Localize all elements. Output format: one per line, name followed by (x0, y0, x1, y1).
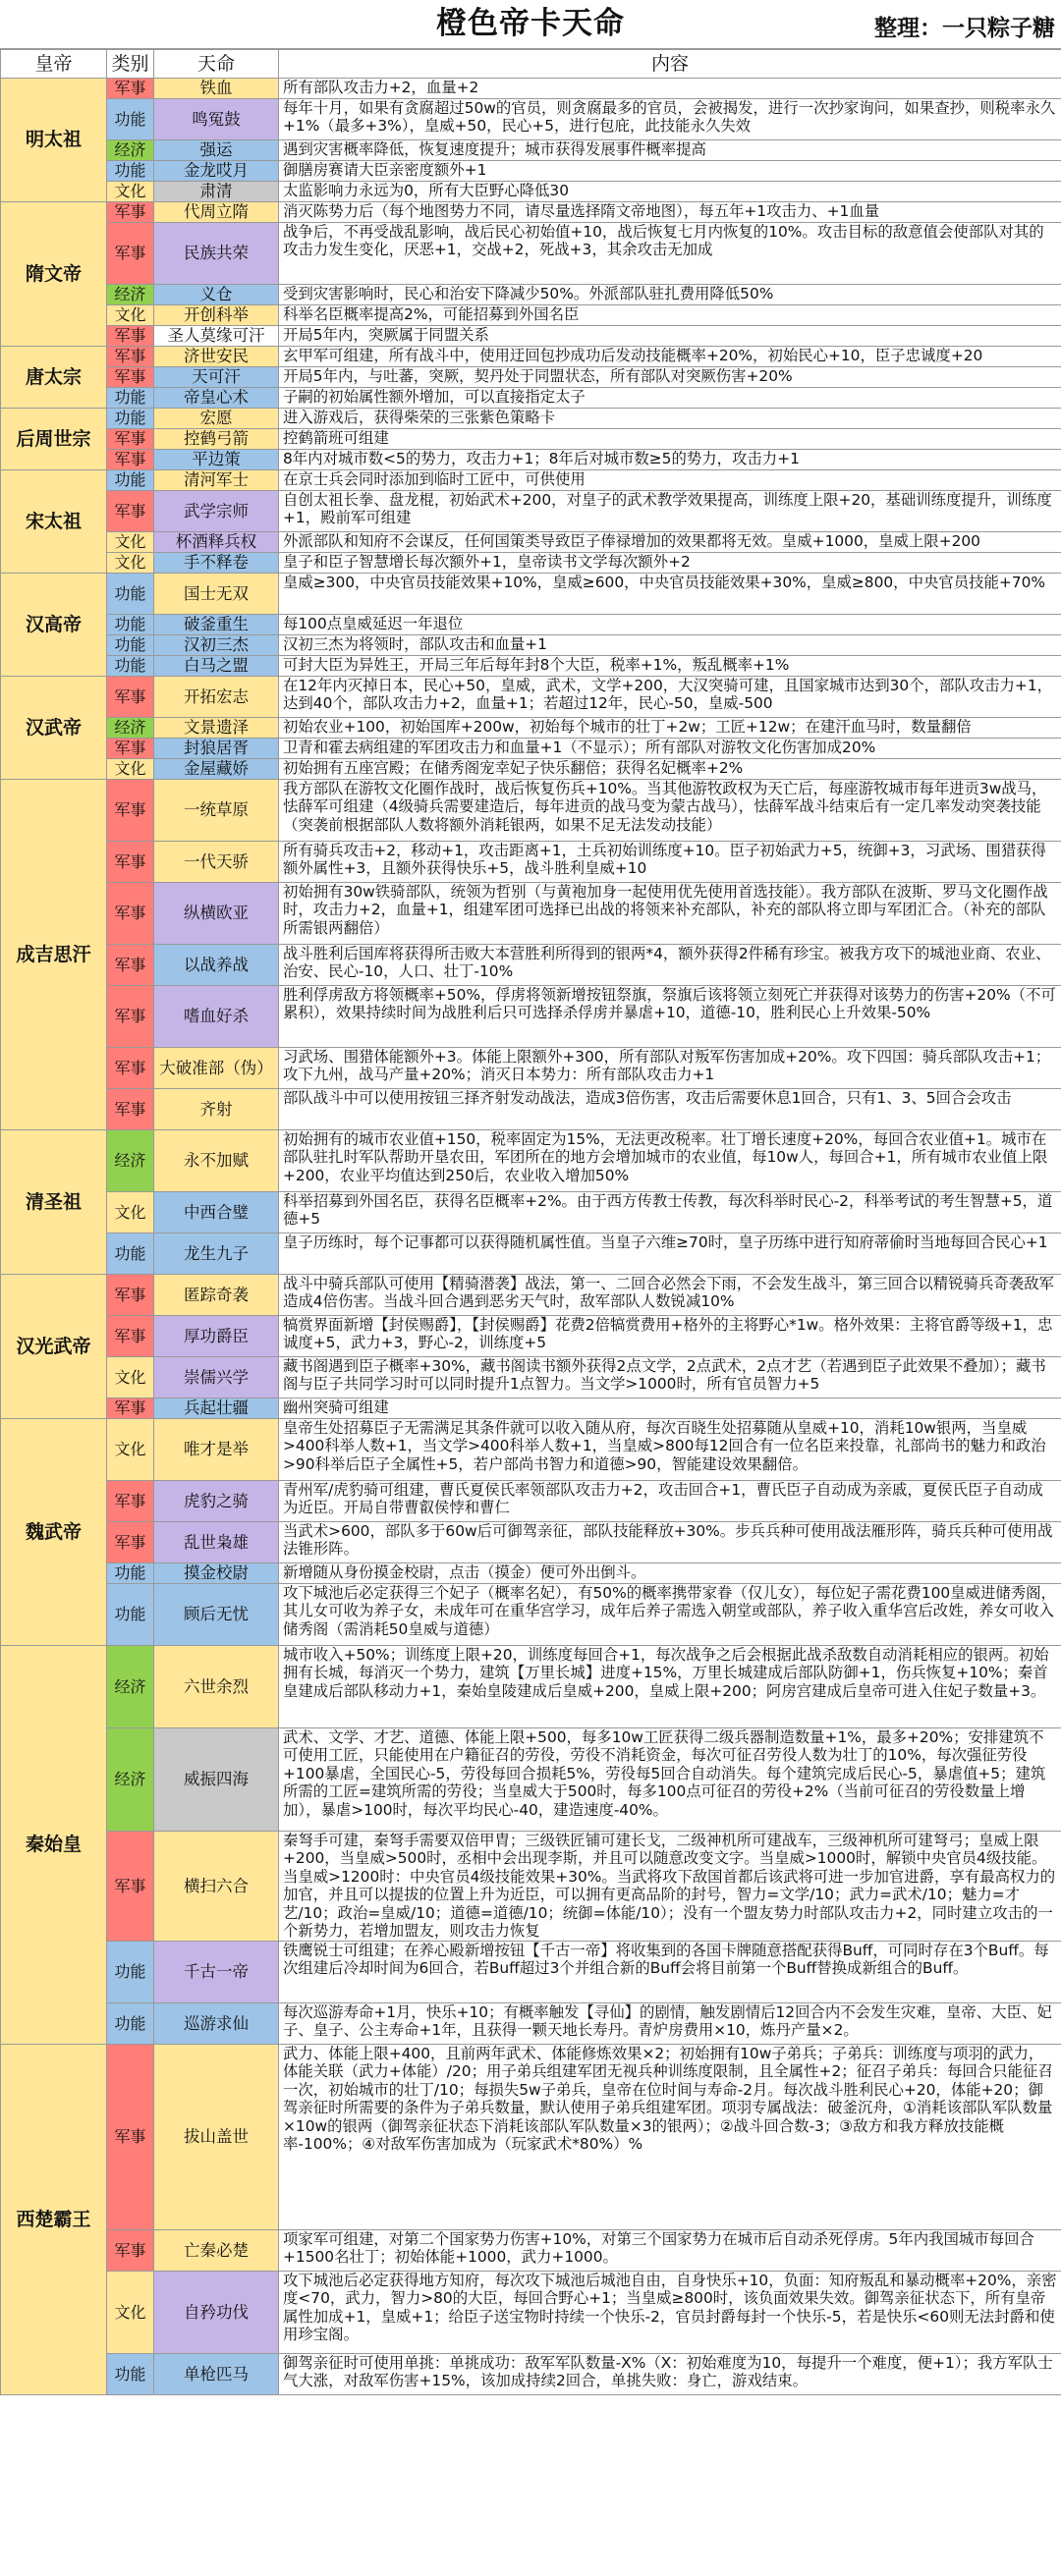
category-cell: 军事 (107, 883, 154, 945)
title-bar (0, 0, 1061, 49)
mandate-description-cell: 自创太祖长拳、盘龙棍，初始武术+200，对皇子的武术教学效果提高，训练度上限+20，基础训练度提升，训练度+1，殿前军可组建 (279, 491, 1061, 532)
table-row (1, 2353, 1061, 2394)
mandate-name-cell: 巡游求仙 (154, 2002, 279, 2044)
emperor-cell: 明太祖 (1, 79, 107, 202)
table-row (1, 1192, 1061, 1233)
mandate-description-cell: 战斗中骑兵部队可使用【精骑潜袭】战法，第一、二回合必然会下雨，不会发生战斗，第三回合以精锐骑兵奇袭敌军造成4倍伤害。当战斗回合遇到恶劣天气时，敌军部队人数锐减10% (279, 1275, 1061, 1316)
mandate-name-cell: 金龙哎月 (154, 161, 279, 182)
emperor-cell: 隋文帝 (1, 202, 107, 347)
table-row (1, 1398, 1061, 1419)
table-row (1, 1481, 1061, 1522)
category-cell: 功能 (107, 409, 154, 429)
mandate-name-cell: 横扫六合 (154, 1832, 279, 1942)
category-cell: 军事 (107, 780, 154, 842)
mandate-description-cell: 当武术>600，部队多于60w后可御驾亲征，部队技能释放+30%。步兵兵种可使用战法雁形阵，骑兵兵种可使用战法锥形阵。 (279, 1522, 1061, 1563)
table-row (1, 140, 1061, 161)
mandate-name-cell: 圣人莫缘可汗 (154, 326, 279, 347)
table-row (1, 1048, 1061, 1089)
mandate-description-cell: 每年十月，如果有贪腐超过50w的官员，则贪腐最多的官员，会被揭发，进行一次抄家询问，如果查抄，则税率永久+1%（最多+3%），皇威+50，民心+5，进行包庇，此技能永久失效 (279, 99, 1061, 140)
mandate-description-cell: 开局5年内，突厥属于同盟关系 (279, 326, 1061, 347)
mandate-name-cell: 汉初三杰 (154, 635, 279, 656)
category-cell: 军事 (107, 677, 154, 718)
table-row (1, 635, 1061, 656)
table-row (1, 677, 1061, 718)
mandate-description-cell: 初始拥有30w铁骑部队，统领为哲别（与黄袍加身一起使用优先使用首选技能）。我方部队在波斯、罗马文化圈作战时，攻击力+2，血量+1，组建军团可选择已出战的将领来补充部队，补充的部队将立即与军团汇合。（补充的部队所需银两翻倍） (279, 883, 1061, 945)
mandate-description-cell: 皇子历练时，每个记事都可以获得随机属性值。当皇子六维≥70时，皇子历练中进行知府蒂偷时当地每回合民心+1 (279, 1233, 1061, 1275)
category-cell: 功能 (107, 388, 154, 409)
mandate-description-cell: 部队战斗中可以使用按钮三择齐射发动战法，造成3倍伤害，攻击后需要休息1回合，只有1、3、5回合会攻击 (279, 1089, 1061, 1130)
mandate-name-cell: 肃清 (154, 182, 279, 202)
mandate-name-cell: 武学宗师 (154, 491, 279, 532)
category-cell: 经济 (107, 285, 154, 305)
category-cell: 文化 (107, 532, 154, 553)
mandate-name-cell: 控鹤弓箭 (154, 429, 279, 450)
mandate-description-cell: 幽州突骑可组建 (279, 1398, 1061, 1419)
table-row (1, 2044, 1061, 2229)
table-row (1, 429, 1061, 450)
emperor-cell: 成吉思汗 (1, 780, 107, 1130)
mandate-name-cell: 拔山盖世 (154, 2044, 279, 2229)
category-cell: 功能 (107, 1584, 154, 1646)
category-cell: 经济 (107, 1646, 154, 1728)
table-row (1, 532, 1061, 553)
mandate-name-cell: 宏愿 (154, 409, 279, 429)
category-cell: 文化 (107, 1192, 154, 1233)
mandate-description-cell: 铁鹰锐士可组建；在养心殿新增按钮【千古一帝】将收集到的各国卡牌随意搭配获得Buff，可同时存在3个Buff。每次组建后冷却时间为6回合，若Buff超过3个并组合新的Buff会将目前第一个Buff替换成新组合的Buff。 (279, 1941, 1061, 2002)
table-row (1, 388, 1061, 409)
mandate-description-cell: 秦弩手可建，秦弩手需要双倍甲胄；三级铁匠铺可建长戈，二级神机所可建战车，三级神机所可建弩弓；皇威上限+200，当皇威>500时，丞相中会出现李斯，并且可以随意改变文字。当皇威>1000时，解锁中央官员4级技能。当皇威>1200时：中央官员4级技能效果+30%。当武将攻下敌国首都后该武将可进一步加官进爵，享有最高权力的加官，并且可以提拔的位置上升为近臣，可以拥有更高品阶的封号，智力=文学/10；武力=武术/10；魅力=才艺/10；政治=皇威/10；道德=道德/10；统御=体能/10）；没有一个盟友势力时部队攻击力+2，同时建立攻击的一个新势力，若增加盟友，则攻击力恢复 (279, 1832, 1061, 1942)
mandate-name-cell: 代周立隋 (154, 202, 279, 223)
mandate-description-cell: 在京士兵会同时添加到临时工匠中，可供使用 (279, 470, 1061, 491)
mandate-name-cell: 手不释卷 (154, 553, 279, 574)
table-row (1, 718, 1061, 739)
category-cell: 军事 (107, 1481, 154, 1522)
mandate-description-cell: 御膳房赛请大臣亲密度额外+1 (279, 161, 1061, 182)
mandate-name-cell: 单枪匹马 (154, 2353, 279, 2394)
category-cell: 功能 (107, 99, 154, 140)
table-row (1, 1233, 1061, 1275)
mandate-name-cell: 平边策 (154, 450, 279, 470)
mandate-description-cell: 在12年内灭掉日本，民心+50，皇威，武术，文学+200，大汉突骑可建，且国家城市达到30个，部队攻击力+1，达到40个，部队攻击力+2，血量+1；若超过12年，民心-50，皇威-500 (279, 677, 1061, 718)
table-row (1, 2229, 1061, 2271)
table-body (1, 79, 1061, 2395)
mandate-name-cell: 以战养战 (154, 945, 279, 986)
mandate-name-cell: 破釜重生 (154, 615, 279, 635)
emperor-cell: 唐太宗 (1, 347, 107, 409)
mandate-name-cell: 开拓宏志 (154, 677, 279, 718)
category-cell: 功能 (107, 574, 154, 615)
mandate-name-cell: 龙生九子 (154, 1233, 279, 1275)
category-cell: 功能 (107, 2353, 154, 2394)
mandate-name-cell: 唯才是举 (154, 1419, 279, 1481)
category-cell: 功能 (107, 1233, 154, 1275)
table-row (1, 1522, 1061, 1563)
table-row (1, 1316, 1061, 1357)
table-row (1, 656, 1061, 677)
table-row (1, 79, 1061, 99)
category-cell: 功能 (107, 1941, 154, 2002)
header-content: 内容 (279, 50, 1061, 79)
category-cell: 军事 (107, 223, 154, 285)
mandate-name-cell: 铁血 (154, 79, 279, 99)
mandate-name-cell: 开创科举 (154, 305, 279, 326)
category-cell: 功能 (107, 656, 154, 677)
category-cell: 文化 (107, 759, 154, 780)
mandate-description-cell: 控鹤箭班可组建 (279, 429, 1061, 450)
mandate-name-cell: 永不加赋 (154, 1130, 279, 1192)
table-row (1, 574, 1061, 615)
mandate-description-cell: 我方部队在游牧文化圈作战时，战后恢复伤兵+10%。当其他游牧政权为天亡后，每座游牧城市每年进贡3w战马，怯薛军可组建（4级骑兵需要建造后，每年进贡的战马变为蒙古战马），怯薛军战斗结束后有一定几率发动突袭技能（突袭前根据部队人数将额外消耗银两，如果不足无法发动技能） (279, 780, 1061, 842)
category-cell: 军事 (107, 986, 154, 1048)
mandate-description-cell: 武术、文学、才艺、道德、体能上限+500，每多10w工匠获得二级兵器制造数量+1%，最多+20%；安排建筑不可使用工匠，只能使用在户籍征召的劳役，劳役不消耗资金，每次可征召劳役人数为壮丁的10%，每次强征劳役+100暴虐，全国民心-5，劳役每回合损耗5%，劳役每5回合自动消失。每个建筑完成后民心-5，暴虐值+5；建筑所需的工匠=建筑所需的劳役；当皇威大于500时，每多100点可征召的劳役+2%（当前可征召的劳役数量上增加），暴虐>100时，每次平均民心-40，建造速度-40%。 (279, 1728, 1061, 1832)
emperor-cell: 汉高帝 (1, 574, 107, 677)
mandate-description-cell: 初始拥有五座宫殿；在储秀阁宠幸妃子快乐翻倍；获得名妃概率+2% (279, 759, 1061, 780)
category-cell: 军事 (107, 842, 154, 883)
category-cell: 文化 (107, 2271, 154, 2353)
mandate-name-cell: 金屋藏娇 (154, 759, 279, 780)
table-row (1, 99, 1061, 140)
emperor-cell: 后周世宗 (1, 409, 107, 470)
header-category: 类别 (107, 50, 154, 79)
mandate-name-cell: 民族共荣 (154, 223, 279, 285)
category-cell: 军事 (107, 367, 154, 388)
category-cell: 功能 (107, 635, 154, 656)
mandate-description-cell: 8年内对城市数<5的势力，攻击力+1；8年后对城市数≥5的势力，攻击力+1 (279, 450, 1061, 470)
table-row (1, 1419, 1061, 1481)
category-cell: 军事 (107, 1316, 154, 1357)
mandate-name-cell: 一代天骄 (154, 842, 279, 883)
table-row (1, 491, 1061, 532)
category-cell: 军事 (107, 450, 154, 470)
mandate-description-cell: 科举招募到外国名臣，获得名臣概率+2%。由于西方传教士传教，每次科举时民心-2，科举考试的考生智慧+5，道德+5 (279, 1192, 1061, 1233)
category-cell: 文化 (107, 182, 154, 202)
mandate-name-cell: 国士无双 (154, 574, 279, 615)
mandate-name-cell: 齐射 (154, 1089, 279, 1130)
mandate-name-cell: 义仓 (154, 285, 279, 305)
table-row (1, 739, 1061, 759)
mandate-description-cell: 外派部队和知府不会谋反，任何国策类导致臣子俸禄增加的效果都将无效。皇威+1000，皇威上限+200 (279, 532, 1061, 553)
table-row (1, 202, 1061, 223)
mandate-description-cell: 攻下城池后必定获得三个妃子（概率名妃），有50%的概率携带家眷（仅儿女），每位妃子需花费100皇威进储秀阁，其儿女可收为养子女，未成年可在重华宫学习，成年后养子需选入朝堂或部队，养子收入重华宫后改姓，养女可收入储秀阁（需消耗50皇威与道德） (279, 1584, 1061, 1646)
table-row (1, 347, 1061, 367)
table-row (1, 553, 1061, 574)
table-row (1, 285, 1061, 305)
category-cell: 军事 (107, 1522, 154, 1563)
category-cell: 经济 (107, 1130, 154, 1192)
mandate-table (0, 49, 1061, 2395)
table-row (1, 2271, 1061, 2353)
mandate-name-cell: 白马之盟 (154, 656, 279, 677)
category-cell: 军事 (107, 79, 154, 99)
category-cell: 功能 (107, 161, 154, 182)
mandate-name-cell: 封狼居胥 (154, 739, 279, 759)
mandate-name-cell: 乱世枭雄 (154, 1522, 279, 1563)
mandate-description-cell: 遇到灾害概率降低，恢复速度提升；城市获得发展事件概率提高 (279, 140, 1061, 161)
mandate-description-cell: 皇威≥300，中央官员技能效果+10%，皇威≥600，中央官员技能效果+30%，皇威≥800，中央官员技能+70% (279, 574, 1061, 615)
mandate-name-cell: 厚功爵臣 (154, 1316, 279, 1357)
mandate-description-cell: 初始拥有的城市农业值+150，税率固定为15%，无法更改税率。壮丁增长速度+20%，每回合农业值+1。城市在部队驻扎时军队帮助开垦农田，军团所在的地方会增加城市的农业值，每10w人，每回合+1，所有城市农业值上限+200，农业平均值达到250后，农业收入增加50% (279, 1130, 1061, 1192)
mandate-description-cell: 胜利俘虏敌方将领概率+50%，俘虏将领新增按钮祭旗，祭旗后该将领立刻死亡并获得对该势力的伤害+20%（不可累积），效果持续时间为战胜利后只可选择杀俘虏并暴虐+10，道德-10，胜利民心上升效果-50% (279, 986, 1061, 1048)
author-credit: 整理：一只粽子糖 (874, 16, 1055, 41)
mandate-description-cell: 战斗胜利后国库将获得所击败大本营胜利所得到的银两*4，额外获得2件稀有珍宝。被我方攻下的城池业商、农业、治安、民心-10，人口、壮丁-10% (279, 945, 1061, 986)
mandate-description-cell: 攻下城池后必定获得地方知府，每次攻下城池后城池自由，自身快乐+10，负面：知府叛乱和暴动概率+20%，亲密度<70，武力，智力>80的大臣，每回合野心+1；当皇威≥800时，该负面效果失效。御驾亲征状态下，所有皇帝属性加成+1，皇威+1；给臣子送宝物时持续一个快乐-2，官员封爵每封一个快乐-5，若是快乐<60则无法封爵和使用珍宝阁。 (279, 2271, 1061, 2353)
emperor-cell: 清圣祖 (1, 1130, 107, 1275)
category-cell: 功能 (107, 2002, 154, 2044)
mandate-description-cell: 武力、体能上限+400，且前两年武术、体能修炼效果×2；初始拥有10w子弟兵；子弟兵：训练度与项羽的武力，体能关联（武力+体能）/20；用子弟兵组建军团无视兵种训练度限制，且全属性+2；征召子弟兵：每回合只能征召一次，初始城市的壮丁/10；每损失5w子弟兵，皇帝在位时间与寿命-2月。每次战斗胜利民心+20，体能+20；御驾亲征时所需要的条件为子弟兵数量，默认使用子弟兵组建军团。项羽专属战法：破釜沉舟，①消耗该部队军队数量×10w的银两（御驾亲征状态下消耗该部队军队数量×3的银两）；②战斗回合数-3；③敌方和我方释放技能概率-100%；④对敌军伤害加成为（玩家武术*80%）% (279, 2044, 1061, 2229)
mandate-name-cell: 济世安民 (154, 347, 279, 367)
header-mandate: 天命 (154, 50, 279, 79)
mandate-description-cell: 每100点皇威延迟一年退位 (279, 615, 1061, 635)
category-cell: 功能 (107, 615, 154, 635)
mandate-name-cell: 摸金校尉 (154, 1563, 279, 1584)
mandate-name-cell: 虎豹之骑 (154, 1481, 279, 1522)
category-cell: 军事 (107, 1089, 154, 1130)
mandate-description-cell: 皇帝生处招募臣子无需满足其条件就可以收入随从府，每次百晓生处招募随从皇威+10，消耗10w银两，当皇威>400科举人数+1，当文学>400科举人数+1，当皇威>800每12回合有一位名臣来投靠，礼部尚书的魅力和政治>90科举后臣子全属性+5，若户部尚书智力和道德>90，智能建设效果翻倍。 (279, 1419, 1061, 1481)
mandate-description-cell: 可封大臣为异姓王，开局三年后每年封8个大臣，税率+1%，叛乱概率+1% (279, 656, 1061, 677)
mandate-name-cell: 顾后无忧 (154, 1584, 279, 1646)
emperor-cell: 汉光武帝 (1, 1275, 107, 1419)
mandate-name-cell: 杯酒释兵权 (154, 532, 279, 553)
page-title: 橙色帝卡天命 (436, 6, 625, 41)
mandate-description-cell: 所有骑兵攻击+2，移动+1，攻击距离+1，土兵初始训练度+10。臣子初始武力+5，统御+3，习武场、围猎获得额外属性+3，且额外获得快乐+5，战斗胜利皇威+10 (279, 842, 1061, 883)
emperor-cell: 西楚霸王 (1, 2044, 107, 2394)
category-cell: 军事 (107, 1832, 154, 1942)
mandate-name-cell: 清河军士 (154, 470, 279, 491)
table-row (1, 780, 1061, 842)
mandate-description-cell: 藏书阁遇到臣子概率+30%，藏书阁读书额外获得2点文学，2点武术，2点才艺（若遇到臣子此效果不叠加）；藏书阁与臣子共同学习时可以同时提升1点智力。当文学>1000时，所有官员智力+5 (279, 1357, 1061, 1398)
mandate-name-cell: 帝皇心术 (154, 388, 279, 409)
mandate-description-cell: 开局5年内，与吐蕃，突厥，契丹处于同盟状态，所有部队对突厥伤害+20% (279, 367, 1061, 388)
table-row (1, 2002, 1061, 2044)
mandate-description-cell: 犒赏界面新增【封侯赐爵】，【封侯赐爵】花费2倍犒赏费用+格外的主将野心*1w。格外效果：主将官爵等级+1，忠诚度+5，武力+3，野心-2，训练度+5 (279, 1316, 1061, 1357)
category-cell: 军事 (107, 202, 154, 223)
category-cell: 军事 (107, 1398, 154, 1419)
table-header-row (1, 50, 1061, 79)
mandate-name-cell: 威振四海 (154, 1728, 279, 1832)
mandate-description-cell: 战争后，不再受战乱影响，战后民心初始值+10，战后恢复七月内恢复的10%。攻击目标的敌意值会使部队对其的攻击力发生变化，厌恶+1，交战+2，死战+3，其余攻击无加成 (279, 223, 1061, 285)
emperor-cell: 秦始皇 (1, 1646, 107, 2045)
mandate-description-cell: 太监影响力永远为0，所有大臣野心降低30 (279, 182, 1061, 202)
category-cell: 功能 (107, 470, 154, 491)
mandate-name-cell: 大破准部（伪） (154, 1048, 279, 1089)
emperor-cell: 宋太祖 (1, 470, 107, 574)
mandate-name-cell: 匿踪奇袭 (154, 1275, 279, 1316)
mandate-name-cell: 兵起壮疆 (154, 1398, 279, 1419)
mandate-description-cell: 科举名臣概率提高2%，可能招募到外国名臣 (279, 305, 1061, 326)
table-row (1, 470, 1061, 491)
table-row (1, 1089, 1061, 1130)
mandate-description-cell: 卫青和霍去病组建的军团攻击力和血量+1（不显示）；所有部队对游牧文化伤害加成20% (279, 739, 1061, 759)
category-cell: 军事 (107, 491, 154, 532)
mandate-description-cell: 所有部队攻击力+2，血量+2 (279, 79, 1061, 99)
mandate-name-cell: 六世余烈 (154, 1646, 279, 1728)
table-row (1, 945, 1061, 986)
table-row (1, 409, 1061, 429)
category-cell: 经济 (107, 140, 154, 161)
category-cell: 军事 (107, 1275, 154, 1316)
table-row (1, 182, 1061, 202)
category-cell: 军事 (107, 2229, 154, 2271)
category-cell: 文化 (107, 553, 154, 574)
emperor-cell: 魏武帝 (1, 1419, 107, 1646)
mandate-name-cell: 强运 (154, 140, 279, 161)
table-row (1, 759, 1061, 780)
mandate-description-cell: 玄甲军可组建，所有战斗中，使用迂回包抄成功后发动技能概率+20%，初始民心+10，臣子忠诚度+20 (279, 347, 1061, 367)
mandate-description-cell: 青州军/虎豹骑可组建，曹氏夏侯氏率领部队攻击力+2，攻击回合+1，曹氏臣子自动成为亲戚，夏侯氏臣子自动成为近臣。开局自带曹叡侯悖和曹仁 (279, 1481, 1061, 1522)
table-row (1, 1728, 1061, 1832)
mandate-description-cell: 项家军可组建，对第二个国家势力伤害+10%，对第三个国家势力在城市后自动杀死俘虏。5年内我国城市每回合+1500名壮丁；初始体能+1000，武力+1000。 (279, 2229, 1061, 2271)
mandate-name-cell: 崇儒兴学 (154, 1357, 279, 1398)
category-cell: 军事 (107, 1048, 154, 1089)
mandate-description-cell: 消灭陈势力后（每个地图势力不同，请尽量选择隋文帝地图），每五年+1攻击力、+1血量 (279, 202, 1061, 223)
table-row (1, 842, 1061, 883)
table-row (1, 1275, 1061, 1316)
mandate-name-cell: 中西合璧 (154, 1192, 279, 1233)
mandate-description-cell: 皇子和臣子智慧增长每次额外+1，皇帝读书文学每次额外+2 (279, 553, 1061, 574)
table-row (1, 223, 1061, 285)
mandate-description-cell: 子嗣的初始属性额外增加，可以直接指定太子 (279, 388, 1061, 409)
mandate-name-cell: 鸣冤鼓 (154, 99, 279, 140)
table-row (1, 1130, 1061, 1192)
category-cell: 功能 (107, 1563, 154, 1584)
category-cell: 军事 (107, 739, 154, 759)
mandate-description-cell: 习武场、围猎体能额外+3。体能上限额外+300，所有部队对叛军伤害加成+20%。攻下四国：骑兵部队攻击+1；攻下九州，战马产量+20%；消灭日本势力：所有部队攻击力+1 (279, 1048, 1061, 1089)
table-row (1, 305, 1061, 326)
mandate-name-cell: 天可汗 (154, 367, 279, 388)
mandate-description-cell: 御驾亲征时可使用单挑：单挑成功：敌军军队数量-X%（X：初始难度为10，每提升一个难度，便+1）；我方军队士气大涨，对敌军伤害+15%，该加成持续2回合，单挑失败：身亡，游戏结束。 (279, 2353, 1061, 2394)
category-cell: 军事 (107, 945, 154, 986)
mandate-name-cell: 文景遗泽 (154, 718, 279, 739)
category-cell: 军事 (107, 347, 154, 367)
mandate-description-cell: 城市收入+50%；训练度上限+20，训练度每回合+1，每次战争之后会根据此战杀敌数自动消耗相应的银两。初始拥有长城，每消灭一个势力，建筑【万里长城】进度+15%，万里长城建成后部队防御+1，伤兵恢复+10%；秦首皇建成后部队移动力+1，秦始皇陵建成后皇威+200，皇威上限+200；阿房宫建成后皇帝可进入住妃子数量+3。 (279, 1646, 1061, 1728)
table-row (1, 161, 1061, 182)
mandate-description-cell: 新增随从身份摸金校尉，点击（摸金）便可外出倒斗。 (279, 1563, 1061, 1584)
table-row (1, 1832, 1061, 1942)
emperor-cell: 汉武帝 (1, 677, 107, 780)
category-cell: 军事 (107, 2044, 154, 2229)
mandate-description-cell: 受到灾害影响时，民心和治安下降减少50%。外派部队驻扎费用降低50% (279, 285, 1061, 305)
table-row (1, 1563, 1061, 1584)
table-row (1, 1646, 1061, 1728)
table-row (1, 986, 1061, 1048)
category-cell: 文化 (107, 305, 154, 326)
table-row (1, 367, 1061, 388)
table-row (1, 615, 1061, 635)
table-row (1, 883, 1061, 945)
mandate-name-cell: 千古一帝 (154, 1941, 279, 2002)
mandate-description-cell: 每次巡游寿命+1月，快乐+10；有概率触发【寻仙】的剧情，触发剧情后12回合内不会发生灾难，皇帝、大臣、妃子、皇子、公主寿命+1年，且获得一颗天地长寿丹。青炉房费用×10，炼丹产量×2。 (279, 2002, 1061, 2044)
table-row (1, 1357, 1061, 1398)
category-cell: 经济 (107, 1728, 154, 1832)
mandate-description-cell: 进入游戏后，获得柴荣的三张紫色策略卡 (279, 409, 1061, 429)
header-emperor: 皇帝 (1, 50, 107, 79)
category-cell: 文化 (107, 1357, 154, 1398)
category-cell: 军事 (107, 326, 154, 347)
table-row (1, 450, 1061, 470)
category-cell: 军事 (107, 429, 154, 450)
mandate-name-cell: 自矜功伐 (154, 2271, 279, 2353)
mandate-name-cell: 嗜血好杀 (154, 986, 279, 1048)
mandate-name-cell: 亡秦必楚 (154, 2229, 279, 2271)
category-cell: 经济 (107, 718, 154, 739)
mandate-description-cell: 汉初三杰为将领时，部队攻击和血量+1 (279, 635, 1061, 656)
table-row (1, 326, 1061, 347)
mandate-description-cell: 初始农业+100，初始国库+200w，初始每个城市的壮丁+2w；工匠+12w；在建汗血马时，数量翻倍 (279, 718, 1061, 739)
table-row (1, 1941, 1061, 2002)
table-row (1, 1584, 1061, 1646)
category-cell: 文化 (107, 1419, 154, 1481)
mandate-name-cell: 纵横欧亚 (154, 883, 279, 945)
mandate-name-cell: 一统草原 (154, 780, 279, 842)
